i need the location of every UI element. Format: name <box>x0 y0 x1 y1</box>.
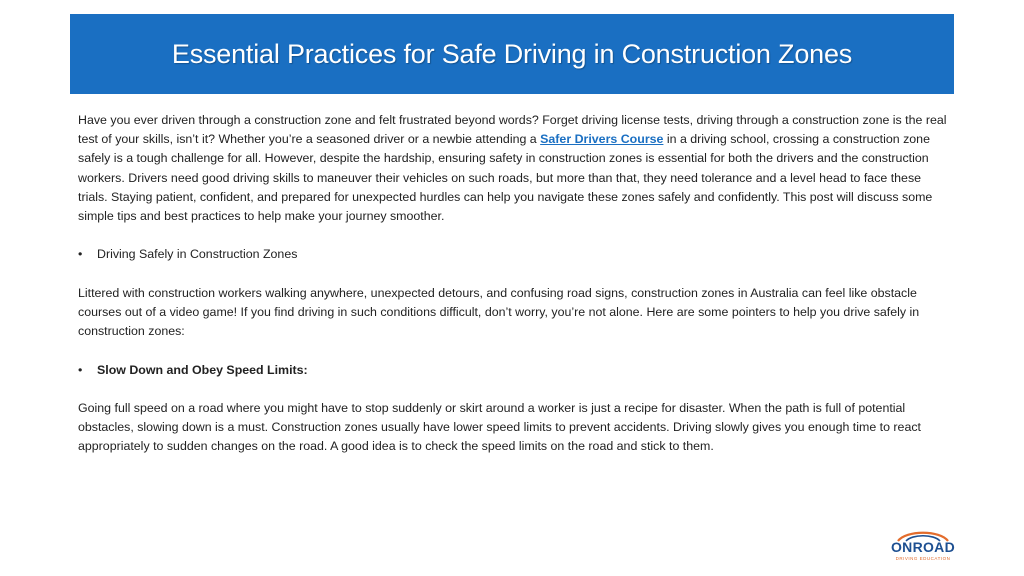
logo-wordmark: ONROAD <box>890 539 956 555</box>
intro-text-after-link: in a driving school, crossing a construction zone safely is a tough challenge for all. However, despite the hardship, ensuring safety in construction zones is essential for both the drivers and the construction workers. Drivers need good driving skills to maneuver their vehicles on such roads, but more than that, they need tolerance and a level head to face these trials. Staying patient, confident, and prepared for unexpected hurdles can help you navigate these zones safely and confidently. This post will discuss some simple tips and best practices to help make your journey smoother. <box>78 132 933 224</box>
bullet-text: Driving Safely in Construction Zones <box>97 247 298 262</box>
title-banner <box>70 14 954 94</box>
page-title: Essential Practices for Safe Driving in Construction Zones <box>171 38 853 69</box>
logo-tagline: DRIVING EDUCATION <box>895 556 951 561</box>
construction-zones-paragraph: Littered with construction workers walking anywhere, unexpected detours, and confusing road signs, construction zones in Australia can feel like obstacle courses out of a video game! If you find driving in such conditions difficult, don’t worry, you’re not alone. Here are some pointers to help you drive safely in construction zones: <box>78 285 920 339</box>
safer-drivers-course-link[interactable]: Safer Drivers Course <box>540 132 664 147</box>
intro-paragraph <box>78 111 948 226</box>
spacer <box>78 380 948 399</box>
speed-limits-paragraph: Going full speed on a road where you might have to stop suddenly or skirt around a worker is just a recipe for disaster. When the path is full of potential obstacles, slowing down is a must. Construction zones usually have lower speed limits to prevent accidents. Driving slowly gives you enough time to react appropriately to sudden changes on the road. A good idea is to check the speed limits on the road and stick to them. <box>78 400 921 454</box>
bullet-marker: • <box>78 247 83 262</box>
spacer <box>78 226 948 245</box>
bullet-marker: • <box>78 362 83 377</box>
onroad-logo <box>884 528 962 566</box>
bullet-item-slow-down <box>78 361 948 380</box>
bullet-text: Slow Down and Obey Speed Limits: <box>97 362 308 377</box>
bullet-item-driving-safely <box>78 245 948 264</box>
spacer <box>78 265 948 284</box>
spacer <box>78 341 948 360</box>
article-body <box>78 111 948 457</box>
intro-text-before-link: Have you ever driven through a construction zone and felt frustrated beyond words? Forget driving license tests, driving through a construction zone is the real test of your skills, isn’t it? Whether you’re a seasoned driver or a newbie attending a <box>78 113 947 147</box>
